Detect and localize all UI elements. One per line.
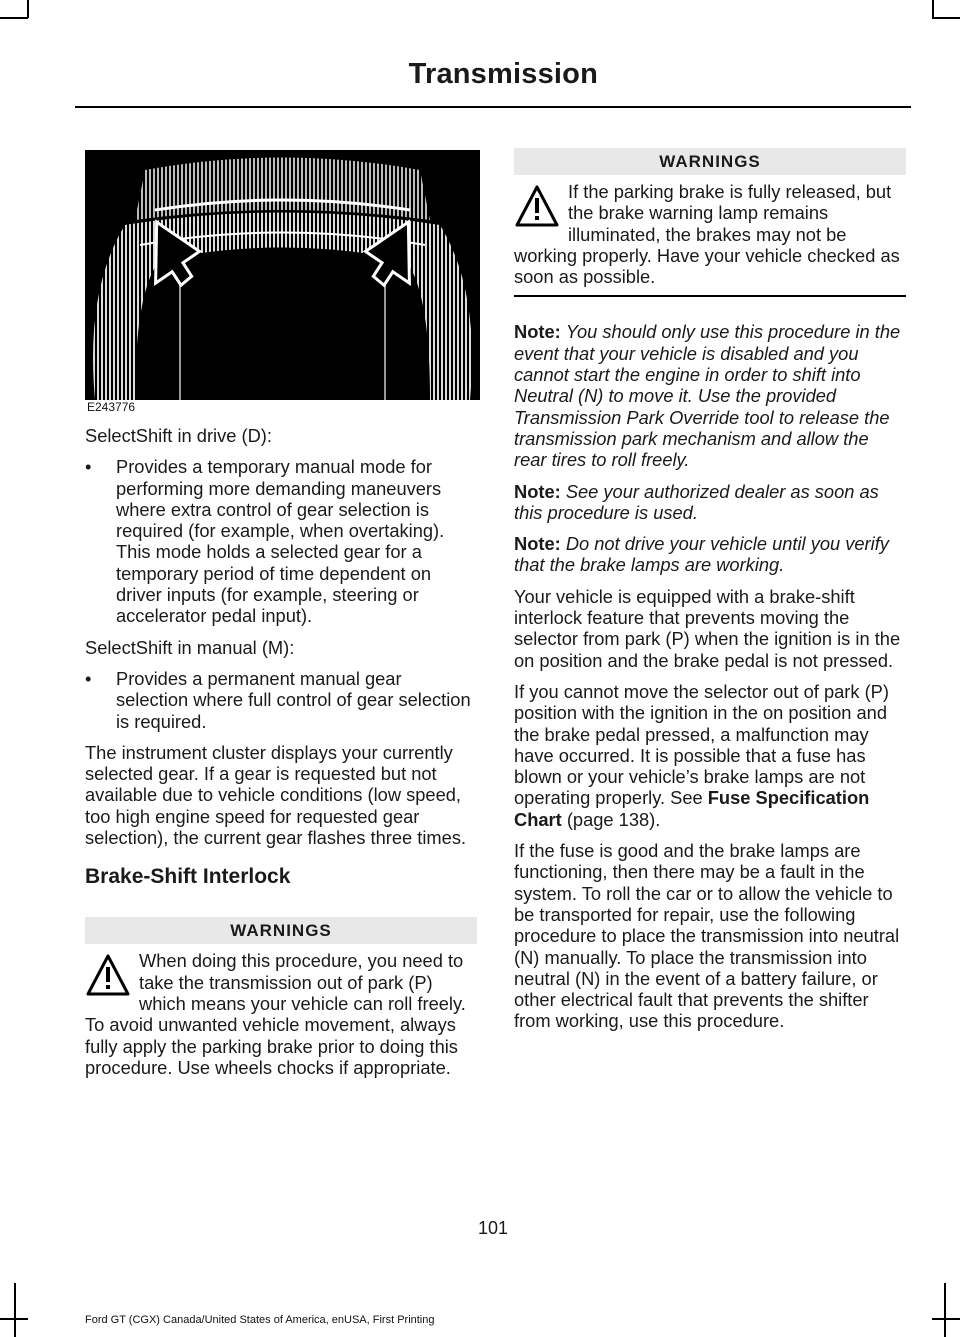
crop-mark bbox=[0, 1318, 28, 1320]
malfunction-paragraph bbox=[514, 681, 906, 830]
note-label: Note: bbox=[514, 480, 561, 502]
note-1 bbox=[514, 321, 906, 470]
note-label: Note: bbox=[514, 533, 561, 555]
header-rule bbox=[75, 106, 911, 108]
warning-block bbox=[514, 181, 906, 287]
paragraph-text: (page 138). bbox=[561, 808, 661, 830]
bullet-text: Provides a permanent manual gear selection where full control of gear selection is required. bbox=[116, 667, 471, 732]
warning-triangle-icon bbox=[85, 953, 131, 997]
crop-mark bbox=[932, 17, 960, 19]
note-label: Note: bbox=[514, 321, 561, 343]
figure-id: E243776 bbox=[87, 400, 136, 414]
bullet-icon: • bbox=[85, 456, 92, 478]
note-3 bbox=[514, 533, 906, 576]
procedure-paragraph: If the fuse is good and the brake lamps are functioning, then there may be a fault in the system. To roll the car or to allow the vehicle to be transported for repair, use the following procedure to place the transmission into neutral (N) manually. To place the transmission into neutral (N) in the event of a battery failure, or other electrical fault that prevents the shifter from working, use this procedure. bbox=[514, 840, 900, 1032]
warning-text: When doing this procedure, you need to take the transmission out of park (P) which means your vehicle can roll freely. To avoid unwanted vehicle movement, always fully apply the parking brake prior to doing this procedure. Use wheels chocks if appropriate. bbox=[85, 950, 466, 1078]
crop-mark bbox=[14, 1283, 16, 1337]
warning-triangle-icon bbox=[514, 184, 560, 228]
crop-mark bbox=[932, 0, 934, 18]
note-2 bbox=[514, 481, 906, 524]
page-title: Transmission bbox=[408, 58, 598, 90]
crop-mark bbox=[27, 0, 29, 18]
section-heading: Brake-Shift Interlock bbox=[85, 865, 291, 889]
shift-paddles-illustration bbox=[85, 150, 480, 400]
crop-mark bbox=[0, 17, 28, 19]
right-column bbox=[514, 148, 906, 1042]
intro-manual: SelectShift in manual (M): bbox=[85, 636, 295, 658]
bullet-text: Provides a temporary manual mode for performing more demanding maneuvers where extra control of gear selection is required (for example, when overtaking). This mode holds a selected gear for a temporary period of time dependent on driver inputs (for example, steering or accelerator pedal input). bbox=[116, 456, 445, 627]
note-text: See your authorized dealer as soon as this procedure is used. bbox=[514, 480, 879, 523]
page-number: 101 bbox=[478, 1218, 509, 1238]
edition-footer: Ford GT (CGX) Canada/United States of America, enUSA, First Printing bbox=[85, 1314, 435, 1326]
warnings-header: WARNINGS bbox=[85, 917, 477, 944]
left-column bbox=[85, 425, 477, 1078]
bullet-icon: • bbox=[85, 667, 92, 689]
bullet-item bbox=[85, 456, 477, 626]
crop-mark bbox=[932, 1318, 960, 1320]
warning-text: If the parking brake is fully released, but the brake warning lamp remains illuminated, the brakes may not be working properly. Have your vehicle checked as soon as possible. bbox=[514, 181, 900, 288]
crop-mark bbox=[944, 1283, 946, 1337]
intro-drive: SelectShift in drive (D): bbox=[85, 425, 272, 446]
fuse-chart-link[interactable]: Fuse Specification Chart bbox=[514, 787, 870, 830]
note-text: You should only use this procedure in the event that your vehicle is disabled and you cannot start the engine in order to shift into Neutral (N) to move it. Use the provided Transmission Park Override tool to release the transmission park mechanism and allow the rear tires to roll freely. bbox=[514, 321, 901, 471]
bullet-item bbox=[85, 668, 477, 732]
cluster-paragraph: The instrument cluster displays your currently selected gear. If a gear is requested but not available due to vehicle conditions (low speed, too high engine speed for requested gear selection), the current gear flashes three times. bbox=[85, 741, 467, 849]
warning-block bbox=[85, 950, 477, 1078]
note-text: Do not drive your vehicle until you verify that the brake lamps are working. bbox=[514, 533, 889, 576]
paragraph-text: If you cannot move the selector out of park (P) position with the ignition in the on position and the brake pedal pressed, a malfunction may have occurred. It is possible that a fuse has blown or your vehicle’s brake lamps are not operating properly. See bbox=[514, 680, 889, 809]
warnings-header: WARNINGS bbox=[514, 148, 906, 175]
interlock-paragraph: Your vehicle is equipped with a brake-shift interlock feature that prevents moving the selector from park (P) when the ignition is in the on position and the brake pedal is not pressed. bbox=[514, 585, 901, 671]
